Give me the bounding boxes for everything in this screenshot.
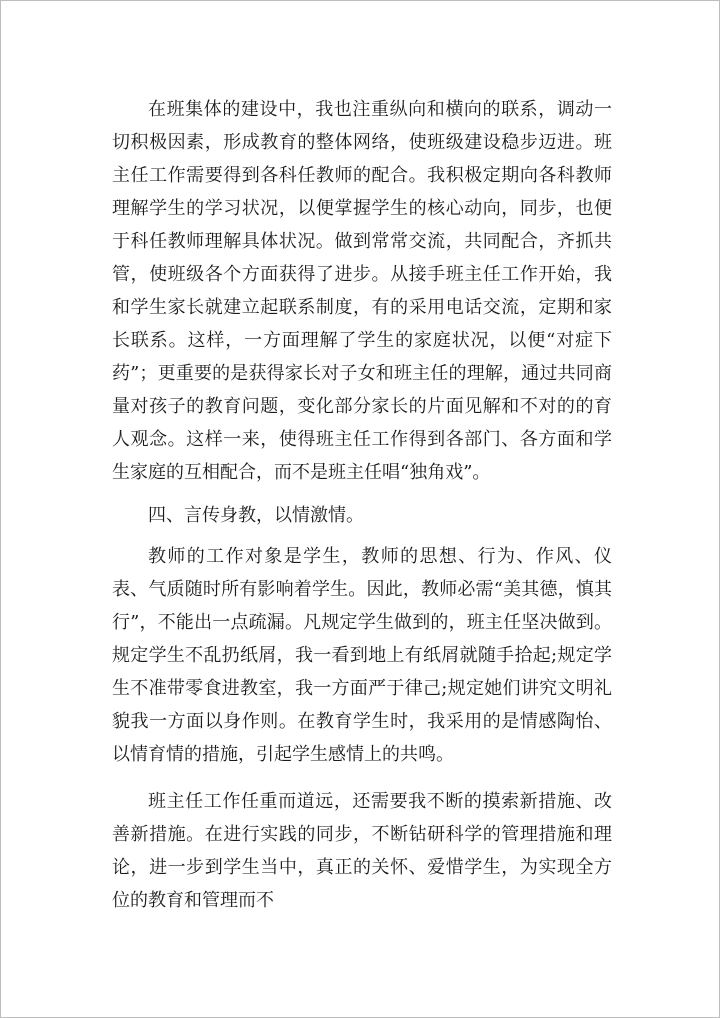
paragraph-class-building: 在班集体的建设中，我也注重纵向和横向的联系，调动一切积极因素，形成教育的整体网络，使班级建设稳步迈进。班主任工作需要得到各科任教师的配合。我积极定期向各科教师理解学生的学习状况，以便掌握学生的核心动向，同步，也便于科任教师理解具体状况。做到常常交流，共同配合，齐抓共管，使班级各个方面获得了进步。从接手班主任工作开始，我和学生家长就建立起联系制度，有的采用电话交流，定期和家长联系。这样，一方面理解了学生的家庭状况，以便“对症下药”；更重要的是获得家长对子女和班主任的理解，通过共同商量对孩子的教育问题，变化部分家长的片面见解和不对的的育人观念。这样一来，使得班主任工作得到各部门、各方面和学生家庭的互相配合，而不是班主任唱“独角戏”。 bbox=[112, 99, 612, 483]
paragraph-teacher-conduct: 教师的工作对象是学生，教师的思想、行为、作风、仪表、气质随时所有影响着学生。因此，教师必需“美其德，慎其行”，不能出一点疏漏。凡规定学生做到的，班主任坚决做到。规定学生不乱扔纸屑，我一看到地上有纸屑就随手拾起;规定学生不准带零食进教室，我一方面严于律己;规定她们讲究文明礼貌我一方面以身作则。在教育学生时，我采用的是情感陶怡、以情育情的措施，引起学生感情上的共鸣。 bbox=[112, 546, 612, 765]
section-heading-teach-by-example: 四、言传身教，以情激情。 bbox=[148, 505, 364, 526]
paragraph-long-road: 班主任工作任重而道远，还需要我不断的摸索新措施、改善新措施。在进行实践的同步，不断钻研科学的管理措施和理论，进一步到学生当中，真正的关怀、爱惜学生，为实现全方位的教育和管理而不 bbox=[112, 791, 612, 911]
document-body bbox=[112, 93, 612, 917]
